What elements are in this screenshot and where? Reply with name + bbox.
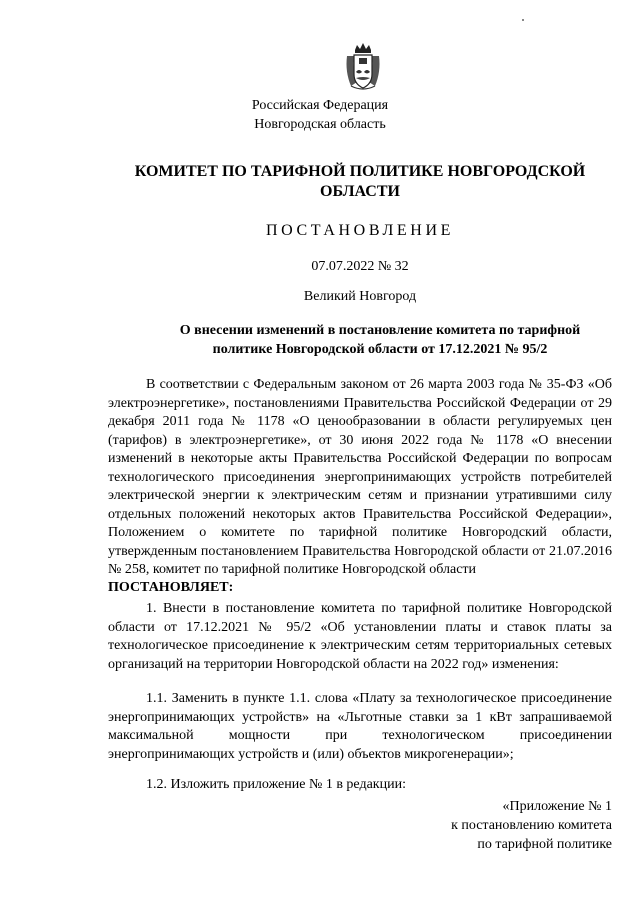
preamble-paragraph: В соответствии с Федеральным законом от 26 марта 2003 года № 35-ФЗ «Об электроэнергетике», постановлениями Правительства Российской Федерации от 29 декабря 2011 года № 1178 «О ценообразовании в области регулируемых цен (тарифов) в электроэнергетике», от 30 июня 2022 года № 1178 «О внесении изменений в некоторые акты Правительства Российской Федерации по вопросам технологического присоединения энергопринимающих устройств потребителей электрической энергии к электрическим сетям и признании утратившими силу отдельных положений некоторых актов Правительства Российской Федерации», Положением о комитете по тарифной политике Новгородский области, утвержденным постановлением Правительства Новгородской области от 21.07.2016 № 258, комитет по тарифной политике Новгородской области (108, 377, 612, 577)
document-city: Великий Новгород (303, 289, 417, 304)
item-1-paragraph: 1. Внести в постановление комитета по тарифной политике Новгородской области от 17.12.2021 № 95/2 «Об установлении платы и ставок платы за технологическое присоединение к электрическим сетям территориальных сетевых организаций на территории Новгородской области на 2022 год» изменения: (108, 601, 612, 672)
committee-title: КОМИТЕТ ПО ТАРИФНОЙ ПОЛИТИКЕ НОВГОРОДСКОЙ ОБЛАСТИ (134, 163, 586, 200)
appendix-line-1: «Приложение № 1 (502, 799, 612, 814)
document-date-number: 07.07.2022 № 32 (311, 259, 409, 274)
country-name: Российская Федерация (251, 98, 389, 113)
document-subject: О внесении изменений в постановление комитета по тарифной политике Новгородской области от 17.12.2021 № 95/2 (179, 323, 581, 357)
document-type: ПОСТАНОВЛЕНИЕ (266, 222, 454, 239)
appendix-line-3: по тарифной политике (477, 837, 612, 852)
appendix-line-2: к постановлению комитета (451, 818, 612, 833)
novgorod-coat-of-arms-icon (343, 42, 383, 92)
appendix-heading (451, 797, 612, 854)
scan-dot (522, 19, 524, 21)
item-1-1-paragraph: 1.1. Заменить в пункте 1.1. слова «Плату за технологическое присоединение энергопринимающих устройств» на «Льготные ставки за 1 кВт запрашиваемой максимальной мощности при технологическом присоединении энергопринимающих устройств и (или) объектов микрогенерации»; (108, 691, 612, 762)
resolves-heading: ПОСТАНОВЛЯЕТ: (108, 580, 234, 595)
item-1-2-paragraph: 1.2. Изложить приложение № 1 в редакции: (146, 777, 406, 792)
region-name: Новгородская область (254, 117, 386, 132)
